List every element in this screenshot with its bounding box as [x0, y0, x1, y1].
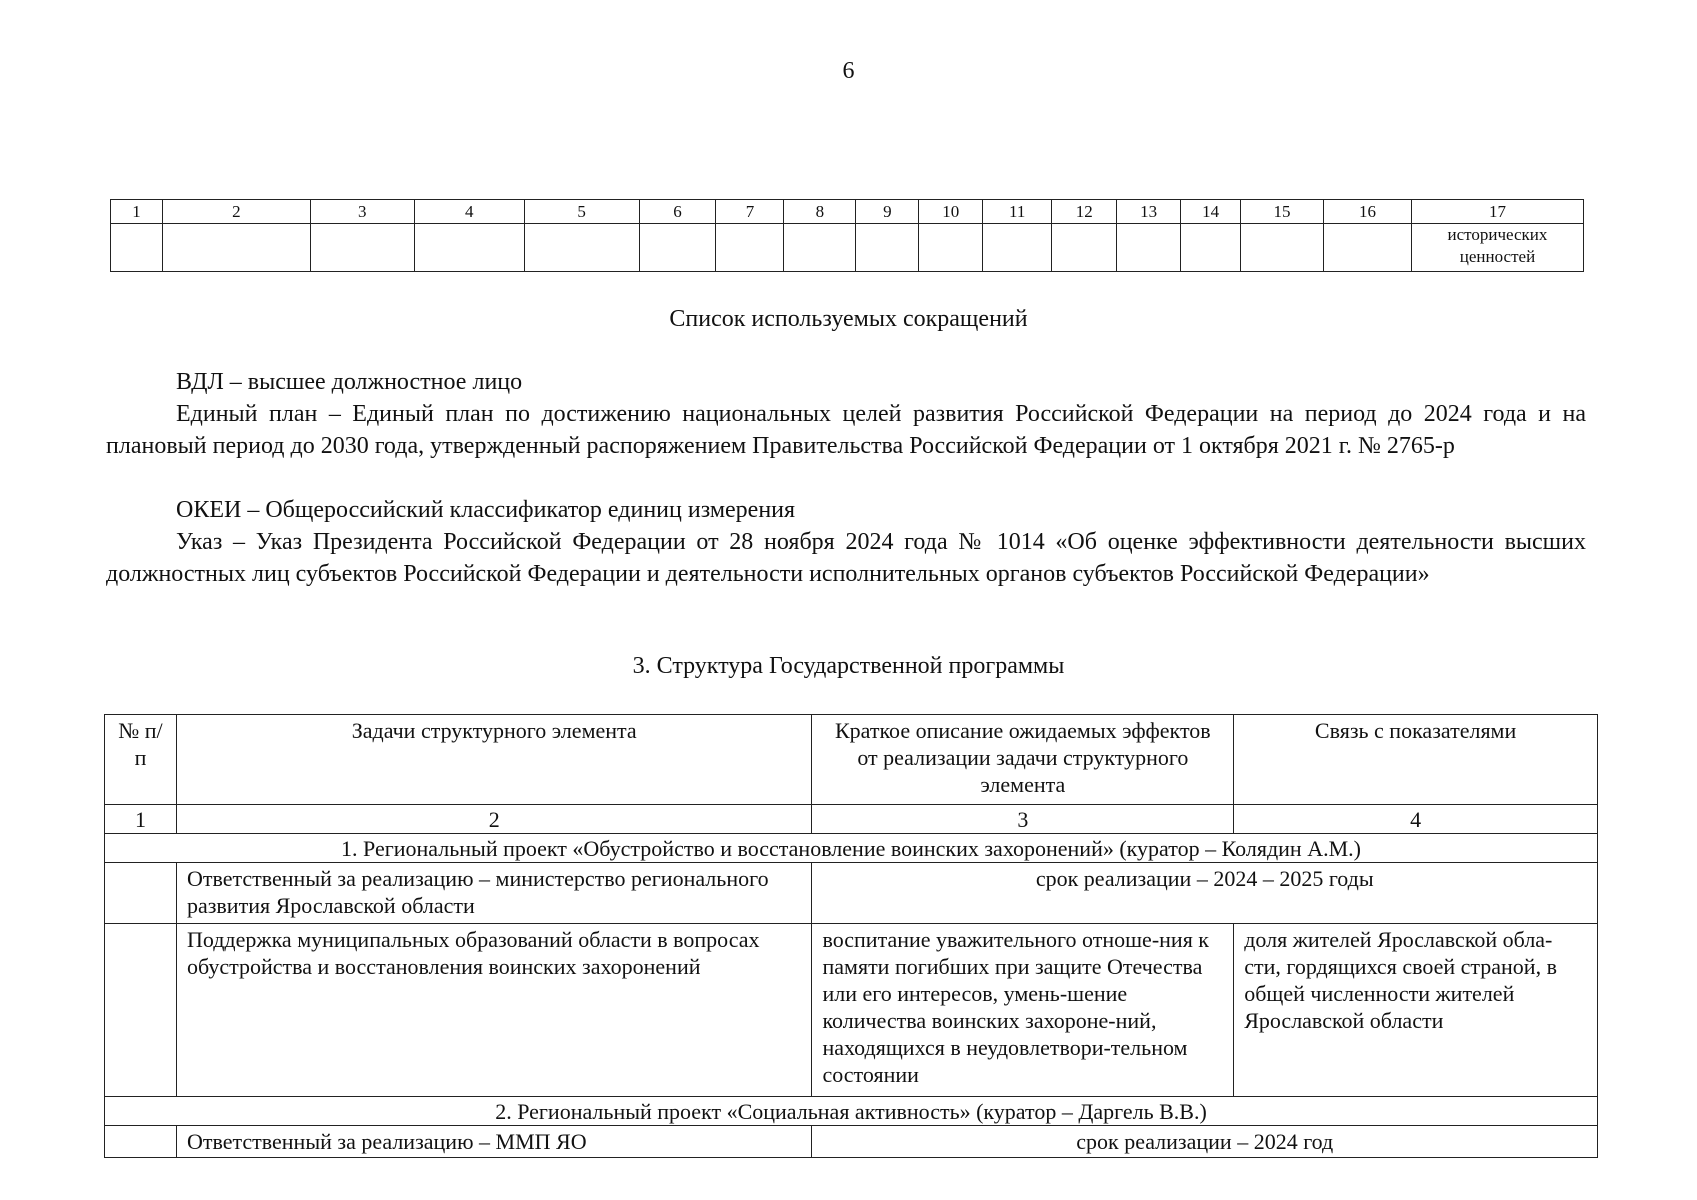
abbreviations-title: Список используемых сокращений	[669, 306, 1028, 332]
table-row	[105, 863, 1598, 924]
header-tasks: Задачи структурного элемента	[176, 715, 812, 805]
abbreviation-item	[106, 494, 1586, 526]
col-header: 8	[784, 200, 856, 224]
col-header: 3	[310, 200, 414, 224]
table-cell	[310, 224, 414, 272]
col-header: 13	[1117, 200, 1181, 224]
table-cell	[983, 224, 1052, 272]
table-cell	[1181, 224, 1241, 272]
structure-table	[104, 714, 1598, 1158]
col-header: 10	[919, 200, 983, 224]
col17-line: исторических	[1447, 225, 1548, 244]
continuation-table	[110, 199, 1584, 272]
col-header: 16	[1324, 200, 1412, 224]
col-header: 5	[524, 200, 639, 224]
table-cell	[105, 1126, 177, 1158]
section1-indicator: доля жителей Ярославской обла-сти, гордящихся своей страной, в общей численности жителей Ярославской области	[1234, 924, 1598, 1097]
section2-title: 2. Региональный проект «Социальная активность» (куратор – Даргель В.В.)	[105, 1097, 1598, 1126]
section1-responsible: Ответственный за реализацию – министерство регионального развития Ярославской области	[176, 863, 812, 924]
structure-title: 3. Структура Государственной программы	[632, 653, 1065, 679]
col17-line: ценностей	[1459, 247, 1536, 266]
col-number: 1	[105, 805, 177, 834]
table-cell	[1052, 224, 1117, 272]
table-cell	[1324, 224, 1412, 272]
table-cell	[524, 224, 639, 272]
table-cell	[1241, 224, 1324, 272]
table-cell	[784, 224, 856, 272]
table-cell	[414, 224, 524, 272]
abbreviation-item	[106, 526, 1586, 590]
column-number-row	[105, 805, 1598, 834]
section-row	[105, 834, 1598, 863]
table-cell	[105, 863, 177, 924]
page-number: 6	[842, 58, 855, 84]
table-cell	[919, 224, 983, 272]
col-header: 6	[639, 200, 716, 224]
table-cell	[105, 924, 177, 1097]
header-num: № п/п	[105, 715, 177, 805]
table-cell	[716, 224, 784, 272]
col-header: 7	[716, 200, 784, 224]
section2-responsible: Ответственный за реализацию – ММП ЯО	[176, 1126, 812, 1158]
table-row	[105, 1126, 1598, 1158]
col17-cell	[1411, 224, 1583, 272]
table-cell	[162, 224, 310, 272]
abbreviation-text: ОКЕИ – Общероссийский классификатор единиц измерения	[176, 497, 796, 523]
col-header: 14	[1181, 200, 1241, 224]
col-header: 2	[162, 200, 310, 224]
header-effects: Краткое описание ожидаемых эффектов от реализации задачи структурного элемента	[812, 715, 1234, 805]
col-number: 4	[1234, 805, 1598, 834]
col-header: 9	[856, 200, 919, 224]
abbreviation-text: Указ – Указ Президента Российской Федерации от 28 ноября 2024 года № 1014 «Об оценке эффективности деятельности высших должностных лиц субъектов Российской Федерации и деятельности исполнительных органов субъектов Российской Федерации»	[106, 529, 1586, 587]
abbreviation-text: ВДЛ – высшее должностное лицо	[176, 369, 523, 395]
col-number: 2	[176, 805, 812, 834]
abbreviation-item	[106, 398, 1586, 462]
abbreviation-text: Единый план – Единый план по достижению национальных целей развития Российской Федерации на период до 2024 года и на плановый период до 2030 года, утвержденный распоряжением Правительства Российской Федерации от 1 октября 2021 г. № 2765-р	[106, 401, 1586, 459]
section2-term: срок реализации – 2024 год	[812, 1126, 1598, 1158]
continuation-header-row	[111, 200, 1584, 224]
table-cell	[111, 224, 163, 272]
col-header: 12	[1052, 200, 1117, 224]
section-row	[105, 1097, 1598, 1126]
section1-term: срок реализации – 2024 – 2025 годы	[812, 863, 1598, 924]
col-number: 3	[812, 805, 1234, 834]
col-header: 11	[983, 200, 1052, 224]
header-indicators: Связь с показателями	[1234, 715, 1598, 805]
col-header: 15	[1241, 200, 1324, 224]
table-row	[105, 924, 1598, 1097]
section1-title: 1. Региональный проект «Обустройство и восстановление воинских захоронений» (куратор – Колядин А.М.)	[105, 834, 1598, 863]
col-header: 4	[414, 200, 524, 224]
section1-task: Поддержка муниципальных образований области в вопросах обустройства и восстановления воинских захоронений	[176, 924, 812, 1097]
section1-effect: воспитание уважительного отноше-ния к памяти погибших при защите Отечества или его интересов, умень-шение количества воинских захороне-ний, находящихся в неудовлетвори-тельном состоянии	[812, 924, 1234, 1097]
table-cell	[856, 224, 919, 272]
structure-header-row	[105, 715, 1598, 805]
col-header: 1	[111, 200, 163, 224]
table-cell	[1117, 224, 1181, 272]
abbreviation-item	[106, 366, 1586, 398]
col-header: 17	[1411, 200, 1583, 224]
table-cell	[639, 224, 716, 272]
continuation-body-row	[111, 224, 1584, 272]
